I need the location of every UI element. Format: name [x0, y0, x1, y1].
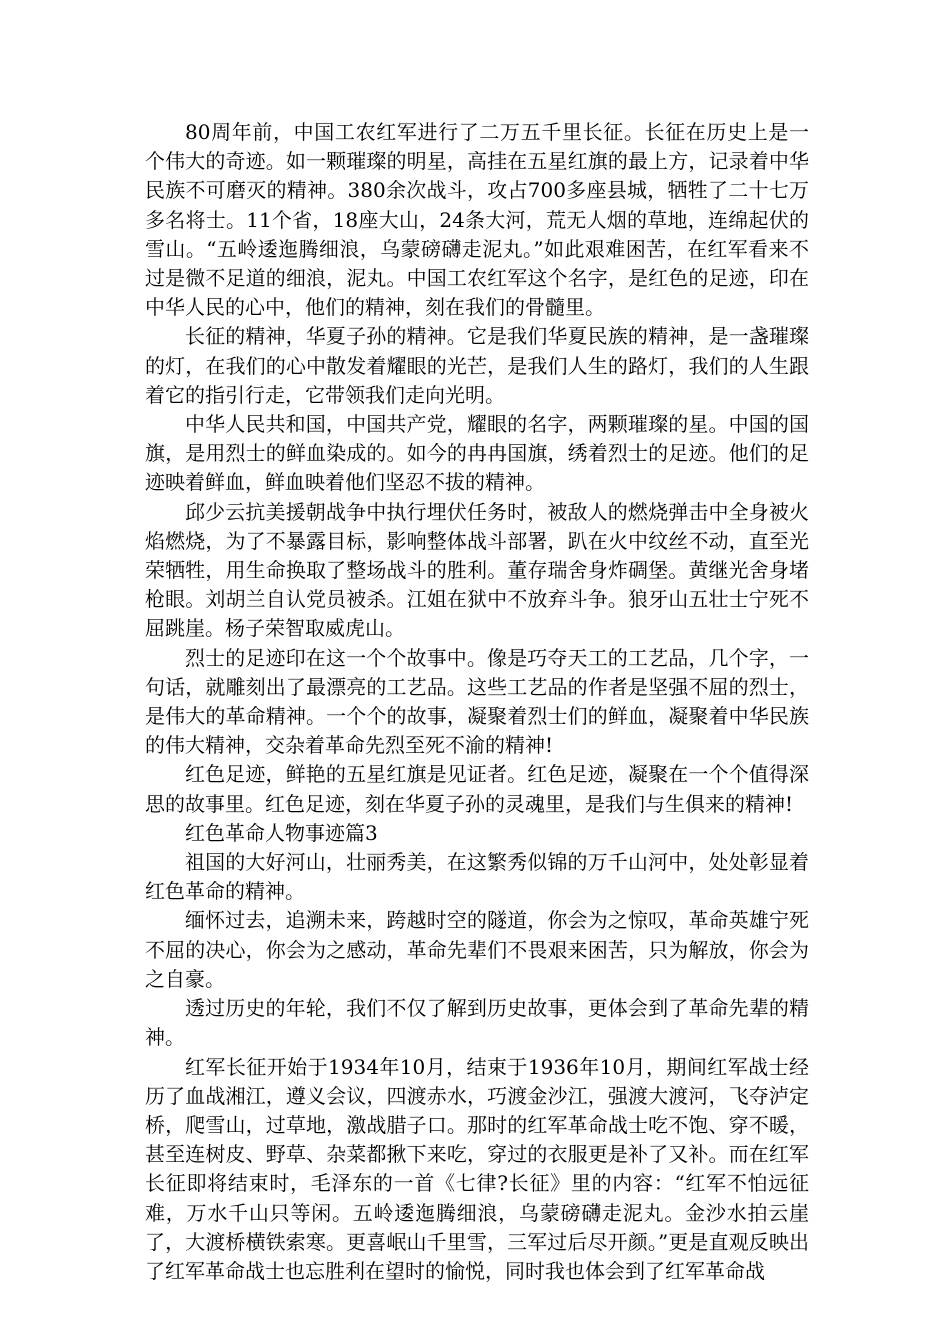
paragraph: 红色足迹，鲜艳的五星红旗是见证者。红色足迹，凝聚在一个个值得深思的故事里。红色足迹，刻在华夏子孙的灵魂里，是我们与生俱来的精神! [145, 762, 809, 816]
paragraph: 烈士的足迹印在这一个个故事中。像是巧夺天工的工艺品，几个字，一句话，就雕刻出了最漂亮的工艺品。这些工艺品的作者是坚强不屈的烈士，是伟大的革命精神。一个个的故事，凝聚着烈士们的鲜血，凝聚着中华民族的伟大精神，交杂着革命先烈至死不渝的精神! [145, 645, 809, 758]
paragraph: 缅怀过去，追溯未来，跨越时空的隧道，你会为之惊叹，革命英雄宁死不屈的决心，你会为之感动，革命先辈们不畏艰来困苦，只为解放，你会为之自豪。 [145, 908, 809, 991]
paragraph: 长征的精神，华夏子孙的精神。它是我们华夏民族的精神，是一盏璀璨的灯，在我们的心中散发着耀眼的光芒，是我们人生的路灯，我们的人生跟着它的指引行走，它带领我们走向光明。 [145, 324, 809, 407]
paragraph: 红军长征开始于1934年10月，结束于1936年10月，期间红军战士经历了血战湘江，遵义会议，四渡赤水，巧渡金沙江，强渡大渡河，飞夺泸定桥，爬雪山，过草地，激战腊子口。那时的红军革命战士吃不饱、穿不暖，甚至连树皮、野草、杂菜都揪下来吃，穿过的衣服更是补了又补。而在红军长征即将结束时，毛泽东的一首《七律?长征》里的内容：“红军不怕远征难，万水千山只等闲。五岭逶迤腾细浪，乌蒙磅礴走泥丸。金沙水拍云崖了，大渡桥横铁索寒。更喜岷山千里雪，三军过后尽开颜。”更是直观反映出了红军革命战士也忘胜利在望时的愉悦，同时我也体会到了红军革命战 [145, 1054, 809, 1283]
paragraph: 中华人民共和国，中国共产党，耀眼的名字，两颗璀璨的星。中国的国旗，是用烈士的鲜血染成的。如今的冉冉国旗，绣着烈士的足迹。他们的足迹映着鲜血，鲜血映着他们坚忍不拔的精神。 [145, 412, 809, 495]
paragraph: 祖国的大好河山，壮丽秀美，在这繁秀似锦的万千山河中，处处彰显着红色革命的精神。 [145, 850, 809, 904]
paragraph: 邱少云抗美援朝战争中执行埋伏任务时，被敌人的燃烧弹击中全身被火焰燃烧，为了不暴露目标，影响整体战斗部署，趴在火中纹丝不动，直至光荣牺牲，用生命换取了整场战斗的胜利。董存瑞舍身炸碉堡。黄继光舍身堵枪眼。刘胡兰自认党员被杀。江姐在狱中不放弃斗争。狼牙山五壮士宁死不屈跳崖。杨子荣智取威虎山。 [145, 499, 809, 641]
section-heading: 红色革命人物事迹篇3 [185, 820, 378, 845]
paragraph: 80周年前，中国工农红军进行了二万五千里长征。长征在历史上是一个伟大的奇迹。如一颗璀璨的明星，高挂在五星红旗的最上方，记录着中华民族不可磨灭的精神。380余次战斗，攻占700多座县城，牺牲了二十七万多名将士。11个省，18座大山，24条大河，荒无人烟的草地，连绵起伏的雪山。“五岭逶迤腾细浪，乌蒙磅礴走泥丸。”如此艰难困苦，在红军看来不过是微不足道的细浪，泥丸。中国工农红军这个名字，是红色的足迹，印在中华人民的心中，他们的精神，刻在我们的骨髓里。 [145, 120, 809, 320]
document-body [145, 118, 809, 1286]
paragraph: 透过历史的年轮，我们不仅了解到历史故事，更体会到了革命先辈的精神。 [145, 996, 809, 1050]
